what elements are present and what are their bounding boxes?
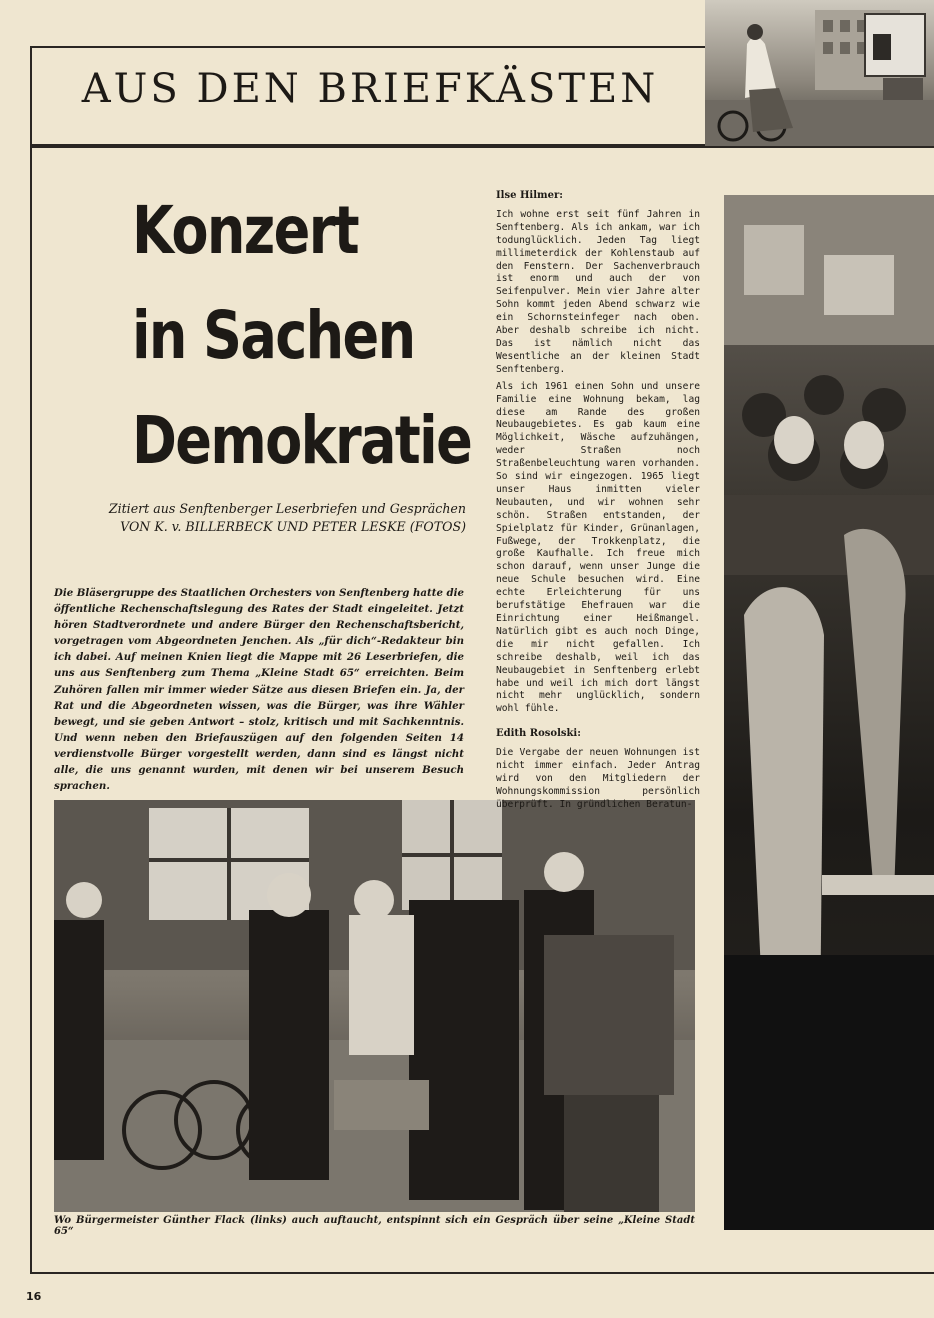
letter-paragraph: Als ich 1961 einen Sohn und unsere Familie eine Wohnung bekam, lag diese am Rande des großen Neubaugebietes. Es gab kaum eine Möglichkeit, Wäsche aufzuhängen, weder Straßen noch Straßenbeleuchtung waren vorhanden. So sind wir eingezogen. 1965 liegt unser Haus inmitten vieler Neubauten, und wir wohnen sehr schön. Straßen entstanden, der Spielplatz für Kinder, Grünanlagen, Fußwege, der Trokkenplatz, die große Kaufhalle. Ich freue mich schon darauf, wenn unser Junge die neue Schule besuchen wird. Eine echte Erleichterung für uns berufstätige Ehefrauen war die Einrichtung einer Heißmangel. Natürlich gibt es auch noch Dinge, die mir nicht gefallen. Ich schreibe deshalb, weil ich das Neubaugebiet in Senftenberg erlebt habe und weil ich mich dort längst nicht mehr unglücklich, sondern wohl fühle. [496, 380, 700, 715]
photo-audience-tuba [724, 195, 934, 1230]
headline-line-1: Konzert [132, 192, 358, 269]
photo-caption: Wo Bürgermeister Günther Flack (links) auch auftaucht, entspinnt sich ein Gespräch über seine „Kleine Stadt 65“ [54, 1215, 695, 1237]
letters-column [496, 190, 700, 816]
photo-mayor-conversation [54, 800, 695, 1212]
photo-cyclist [705, 0, 934, 146]
letter-author: Edith Rosolski: [496, 728, 581, 740]
headline [132, 178, 472, 493]
author-credit: VON K. v. BILLERBECK UND PETER LESKE (FOTOS) [120, 519, 466, 534]
headline-line-3: Demokratie [132, 402, 472, 479]
byline [56, 500, 466, 536]
page-number: 16 [26, 1290, 42, 1303]
intro-paragraph: Die Bläsergruppe des Staatlichen Orchesters von Senftenberg hatte die öffentliche Rechenschaftslegung des Rates der Stadt eingeleitet. Jetzt hören Stadtverordnete und andere Bürger den Rechenschaftsbericht, vorgetragen vom Abgeordneten Jenchen. Als „für dich“-Redakteur bin ich dabei. Auf meinen Knien liegt die Mappe mit 26 Leserbriefen, die uns aus Senftenberg zum Thema „Kleine Stadt 65“ erreichten. Beim Zuhören fallen mir immer wieder Sätze aus diesen Briefen ein. Ja, der Rat und die Abgeordneten wissen, was die Bürger, was ihre Wähler bewegt, und sie geben Antwort – stolz, kritisch und mit Sachkenntnis. Und wenn neben den Briefauszügen auf den folgenden Seiten 14 verdienstvolle Bürger vorgestellt werden, dann sind es längst nicht alle, die uns genannt wurden, mit denen wir bei unserem Besuch sprachen. [54, 587, 464, 793]
letter-author: Ilse Hilmer: [496, 190, 563, 201]
letter-paragraph: Ich wohne erst seit fünf Jahren in Senftenberg. Als ich ankam, war ich todunglücklich. Jeden Tag liegt millimeterdick der Kohlenstaub auf den Fenstern. Der Sachenverbrauch ist enorm und auch der von Seifenpulver. Mein vier Jahre alter Sohn kommt jeden Abend schwarz wie ein Schornsteinfeger nach oben. Aber deshalb schreibe ich nicht. Das ist nämlich nicht das Wesentliche an der kleinen Stadt Senftenberg. [496, 208, 700, 375]
subtitle-line: Zitiert aus Senftenberger Leserbriefen und Gesprächen [108, 501, 466, 516]
bottom-border [30, 1272, 934, 1274]
letter-paragraph: Die Vergabe der neuen Wohnungen ist nicht immer einfach. Jeder Antrag wird von den Mitgliedern der Wohnungskommission persönlich überprüft. In gründlichen Beratun- [496, 747, 700, 810]
header-divider [30, 146, 934, 148]
section-kicker: AUS DEN BRIEFKÄSTEN [81, 66, 659, 112]
left-border [30, 146, 32, 1272]
headline-line-2: in Sachen [132, 297, 415, 374]
